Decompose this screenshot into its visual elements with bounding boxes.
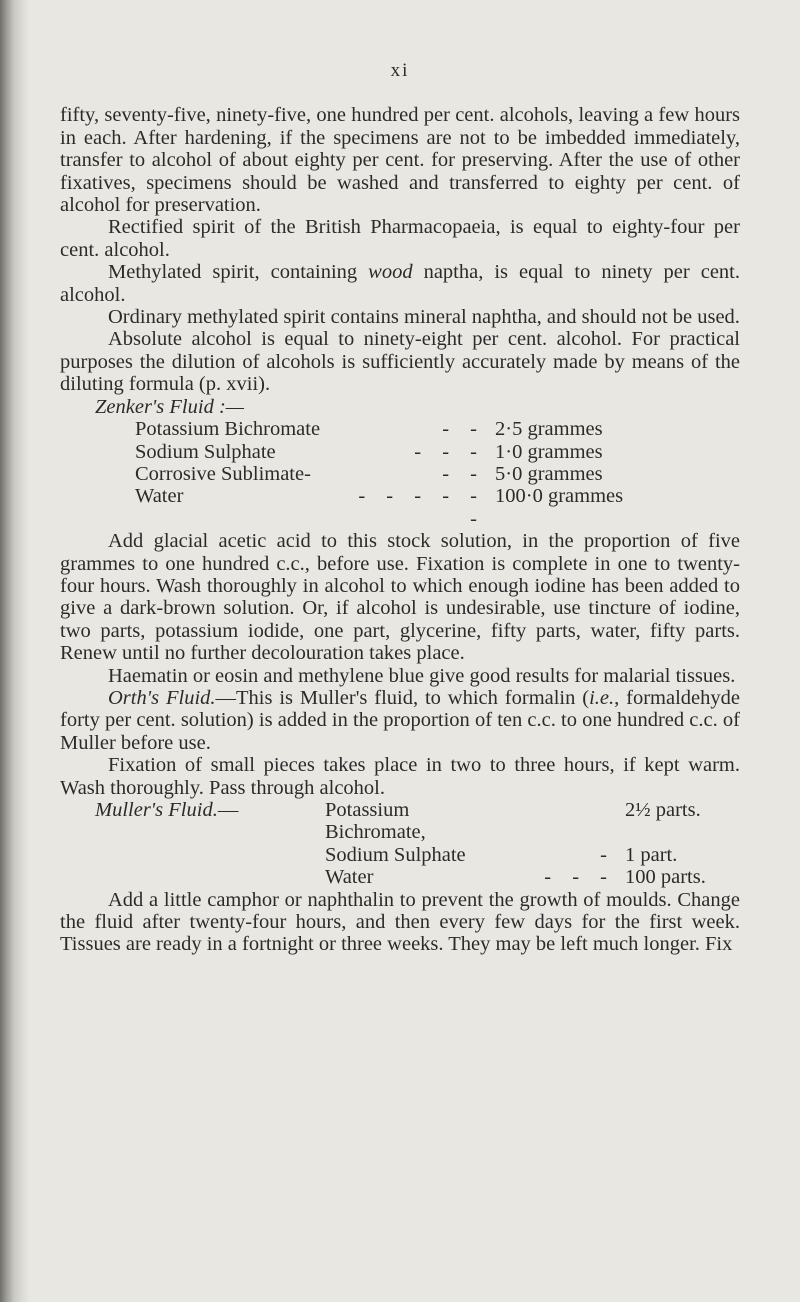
leader-dashes: - [600, 843, 615, 866]
ingredient-name: Sodium Sulphate [325, 843, 466, 866]
paragraph-acetic-acid: Add glacial acetic acid to this stock solution, in the proportion of five grammes to one hundred c.c., before use. Fixation is complete in one to twenty-four hours. Wash thoroughly in alcohol to which enough iodine has been added to give a dark-brown solution. Or, if alcohol is undesirable, use tincture of iodine, two parts, potassium iodide, one part, glycerine, fifty parts, water, fifty parts. Renew until no further decolouration takes place. [60, 530, 740, 665]
paragraph-fixation-small: Fixation of small pieces takes place in two to three hours, if kept warm. Wash thoroughly. Pass through alcohol. [60, 754, 740, 799]
recipe-row [95, 485, 735, 530]
text-run: Methylated spirit, containing [108, 261, 369, 284]
text-run: —This is Muller's fluid, to which formalin ( [215, 686, 590, 709]
text-run: — [217, 799, 239, 821]
ingredient-amount: 100·0 grammes [495, 485, 624, 508]
ingredient-name: Potassium Bichromate, [325, 799, 426, 844]
paragraph-orth-fluid [60, 687, 740, 754]
recipe-row [95, 844, 740, 866]
recipe-row [95, 799, 740, 844]
ingredient-amount: 100 parts. [625, 866, 706, 889]
ingredient-name: Potassium Bichromate [135, 418, 321, 441]
emphasis-wood: wood [368, 261, 413, 284]
leader-dashes: - - - [414, 440, 485, 463]
recipe-row [95, 441, 735, 463]
ingredient-amount: 1·0 grammes [495, 440, 603, 463]
paragraph-alcohol-series: fifty, seventy-five, ninety-five, one hundred per cent. alcohols, leaving a few hours in each. After hardening, if the specimens are not to be imbedded immediately, transfer to alcohol of about eighty per cent. for preserving. After the use of other fixatives, specimens should be washed and transferred to eighty per cent. of alcohol for preservation. [60, 104, 740, 217]
ingredient-name: Water [325, 866, 374, 889]
muller-recipe-list [95, 799, 740, 889]
emphasis-ie: i.e. [589, 686, 615, 709]
leader-dashes: - - [442, 418, 485, 441]
ingredient-name: Water [135, 485, 184, 508]
ingredient-name: Corrosive Sublimate- [135, 462, 311, 485]
zenker-recipe-list [95, 418, 735, 530]
leader-dashes: - - - [544, 866, 615, 889]
leader-dashes: - - [442, 462, 485, 485]
paragraph-methylated-spirit [60, 261, 740, 306]
ingredient-amount: 5·0 grammes [495, 462, 603, 485]
paragraph-ordinary-methylated: Ordinary methylated spirit contains mineral naphtha, and should not be used. [108, 306, 740, 329]
leader-dashes: - - - - - - [358, 485, 485, 530]
recipe-row [95, 866, 740, 888]
document-page [60, 60, 740, 956]
paragraph-camphor: Add a little camphor or naphthalin to prevent the growth of moulds. Change the fluid after twenty-four hours, and then every few days for the first week. Tissues are ready in a fortnight or three weeks. They may be left much longer. Fix [60, 888, 740, 956]
page-number: xi [390, 60, 410, 81]
muller-fluid-heading-cell [95, 799, 325, 821]
paragraph-haematin: Haematin or eosin and methylene blue give good results for malarial tissues. [108, 664, 736, 687]
book-spine-shadow [0, 0, 30, 1302]
text-run: naptha, is equal to ninety per cent. alcohol. [60, 261, 740, 306]
ingredient-amount: 1 part. [625, 843, 678, 866]
muller-fluid-heading: Muller's Fluid. [95, 799, 218, 821]
paragraph-rectified-spirit: Rectified spirit of the British Pharmacopaeia, is equal to eighty-four per cent. alcohol. [60, 216, 740, 261]
orth-fluid-heading: Orth's Fluid. [108, 686, 216, 709]
paragraph-absolute-alcohol: Absolute alcohol is equal to ninety-eight per cent. alcohol. For practical purposes the dilution of alcohols is sufficiently accurately made by means of the diluting formula (p. xvii). [60, 328, 740, 396]
ingredient-name: Sodium Sulphate [135, 440, 276, 463]
ingredient-amount: 2½ parts. [625, 799, 701, 821]
recipe-row [95, 418, 735, 440]
recipe-row [95, 463, 735, 485]
ingredient-amount: 2·5 grammes [495, 418, 603, 441]
zenker-fluid-heading: Zenker's Fluid :— [95, 395, 245, 418]
text-run: , formaldehyde forty per cent. solution) is added in the proportion of ten c.c. to one hundred c.c. of Muller before use. [60, 686, 740, 754]
